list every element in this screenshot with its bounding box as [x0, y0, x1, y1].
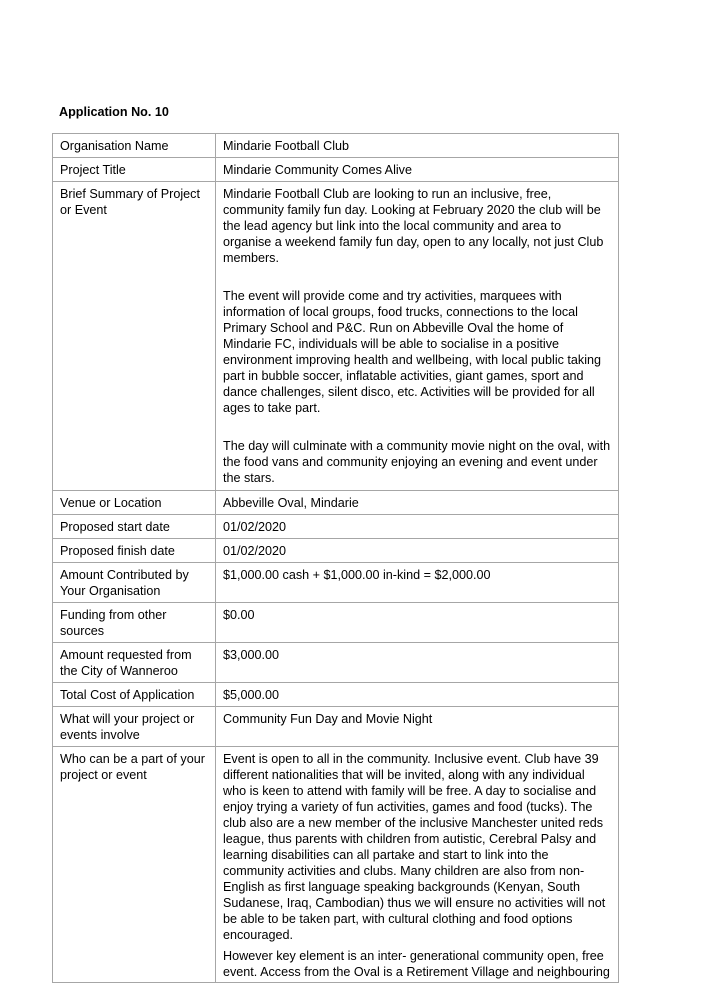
value-text: $1,000.00 cash + $1,000.00 in-kind = $2,000.00: [223, 568, 491, 582]
value-text: Abbeville Oval, Mindarie: [223, 496, 359, 510]
row-label-who-can-participate: Who can be a part of your project or event: [53, 747, 216, 983]
row-value-who-can-participate: [216, 747, 619, 983]
row-label-organisation-name: Organisation Name: [53, 134, 216, 158]
application-heading: Application No. 10: [59, 105, 169, 119]
row-label-amount-requested: Amount requested from the City of Wanneroo: [53, 643, 216, 683]
row-label-other-funding: Funding from other sources: [53, 603, 216, 643]
row-value-amount-contributed: [216, 563, 619, 603]
value-text: 01/02/2020: [223, 544, 287, 558]
table-row: [53, 515, 619, 539]
participation-paragraph: Event is open to all in the community. Inclusive event. Club have 39 different nationalities that will be invited, along with any individual who is keen to attend with family will be free. A day to socialise and enjoy trying a variety of fun activities, games and food (tucks). The club also are a new member of the inclusive Manchester united reds league, thus parents with children from autistic, Cerebral Palsy and learning disabilities can all partake and start to link into the community activities and clubs. Many children are also from non-English as first language speaking backgrounds (Kenyan, South Sudanese, Iraq, Cambodian) thus we will ensure no activities will not be able to be taken part, with cultural clothing and food options encouraged.: [223, 752, 606, 942]
row-value-project-involve: [216, 707, 619, 747]
table-row: [53, 683, 619, 707]
row-label-start-date: Proposed start date: [53, 515, 216, 539]
row-value-brief-summary: [216, 182, 619, 491]
row-value-amount-requested: [216, 643, 619, 683]
table-row: [53, 182, 619, 491]
table-row: [53, 707, 619, 747]
table-row: [53, 643, 619, 683]
value-text: $0.00: [223, 608, 255, 622]
row-label-brief-summary: Brief Summary of Project or Event: [53, 182, 216, 491]
row-label-project-involve: What will your project or events involve: [53, 707, 216, 747]
row-label-total-cost: Total Cost of Application: [53, 683, 216, 707]
value-text: Mindarie Community Comes Alive: [223, 163, 412, 177]
value-text: Community Fun Day and Movie Night: [223, 712, 433, 726]
summary-paragraph: The day will culminate with a community movie night on the oval, with the food vans and community enjoying an evening and event under the stars.: [223, 439, 611, 485]
row-value-start-date: [216, 515, 619, 539]
value-text: Mindarie Football Club: [223, 139, 349, 153]
value-text: $3,000.00: [223, 648, 280, 662]
application-table: [52, 133, 619, 983]
participation-paragraph: However key element is an inter- generational community open, free event. Access from the Oval is a Retirement Village and neighbouring: [223, 949, 610, 979]
table-row: [53, 158, 619, 182]
table-row: [53, 539, 619, 563]
summary-paragraph: Mindarie Football Club are looking to run an inclusive, free, community family fun day. Looking at February 2020 the club will be the lead agency but link into the local community and area to organise a weekend family fun day, open to any locally, not just Club members.: [223, 187, 604, 265]
row-label-finish-date: Proposed finish date: [53, 539, 216, 563]
row-label-amount-contributed: Amount Contributed by Your Organisation: [53, 563, 216, 603]
row-value-organisation-name: [216, 134, 619, 158]
table-row: [53, 603, 619, 643]
table-row: [53, 134, 619, 158]
table-row: [53, 491, 619, 515]
row-label-project-title: Project Title: [53, 158, 216, 182]
value-text: $5,000.00: [223, 688, 280, 702]
row-value-total-cost: [216, 683, 619, 707]
row-label-venue: Venue or Location: [53, 491, 216, 515]
table-row: [53, 747, 619, 983]
row-value-other-funding: [216, 603, 619, 643]
row-value-finish-date: [216, 539, 619, 563]
value-text: 01/02/2020: [223, 520, 287, 534]
table-row: [53, 563, 619, 603]
summary-paragraph: The event will provide come and try activities, marquees with information of local groups, food trucks, connections to the local Primary School and P&C. Run on Abbeville Oval the home of Mindarie FC, individuals will be able to socialise in a positive environment improving health and wellbeing, with local public taking part in bubble soccer, inflatable activities, giant games, sport and dance challenges, silent disco, etc. Activities will be provided for all ages to take part.: [223, 289, 602, 415]
row-value-venue: [216, 491, 619, 515]
row-value-project-title: [216, 158, 619, 182]
